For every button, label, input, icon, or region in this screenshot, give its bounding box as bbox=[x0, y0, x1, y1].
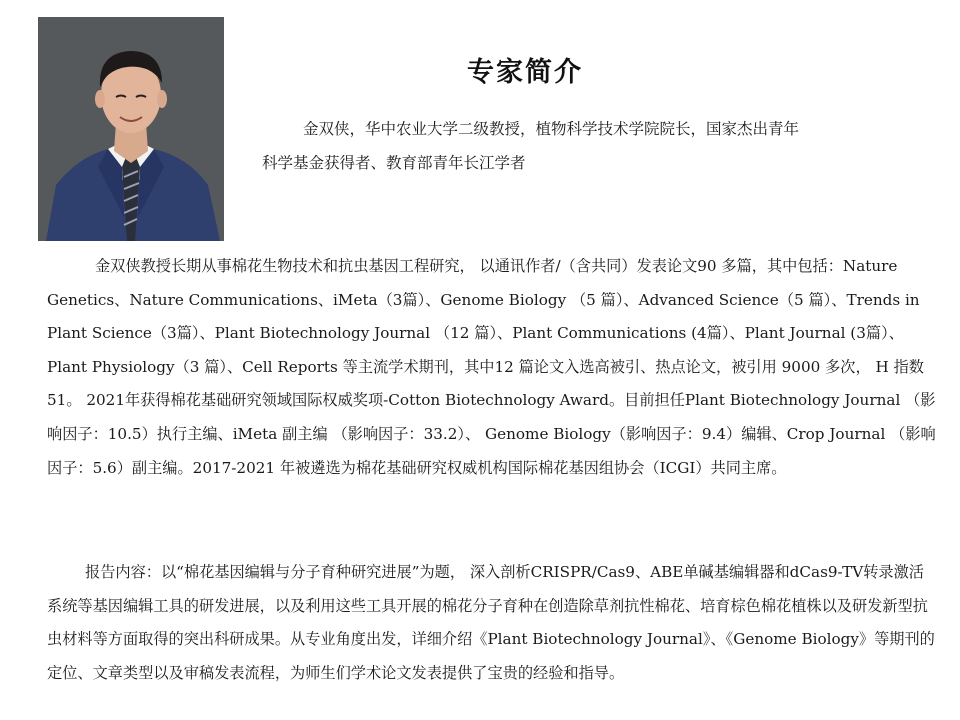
biography-section bbox=[47, 250, 937, 485]
portrait-illustration bbox=[38, 17, 224, 241]
portrait-photo bbox=[38, 17, 224, 241]
intro-block bbox=[262, 112, 922, 180]
intro-line-1: 金双侠，华中农业大学二级教授，植物科学技术学院院长，国家杰出青年 bbox=[303, 120, 800, 138]
report-paragraph: 报告内容：以“棉花基因编辑与分子育种研究进展”为题， 深入剖析CRISPR/Cas9、ABE单碱基编辑器和dCas9-TV转录激活系统等基因编辑工具的研发进展，以及利用这些工具开展的棉花分子育种在创造除草剂抗性棉花、培育棕色棉花植株以及研发新型抗虫材料等方面取得的突出科研成果。从专业角度出发，详细介绍《Plant Biotechnology Journal》、《Genome Biology》等期刊的定位、文章类型以及审稿发表流程，为师生们学术论文发表提供了宝贵的经验和指导。 bbox=[47, 563, 935, 682]
page-title: 专家简介 bbox=[467, 57, 583, 88]
biography-paragraph: 金双侠教授长期从事棉花生物技术和抗虫基因工程研究， 以通讯作者/（含共同）发表论文90 多篇，其中包括：Nature Genetics、Nature Communications、iMeta（3篇）、Genome Biology （5 篇）、Advanced Science（5 篇）、Trends in Plant Science（3篇）、Plant Biotechnology Journal （12 篇）、Plant Communications (4篇）、Plant Journal (3篇）、Plant Physiology（3 篇）、Cell Reports 等主流学术期刊，其中12 篇论文入选高被引、热点论文，被引用 9000 多次， H 指数 51。 2021年获得棉花基础研究领域国际权威奖项-Cotton Biotechnology Award。目前担任Plant Biotechnology Journal （影响因子：10.5）执行主编、iMeta 副主编 （影响因子：33.2）、 Genome Biology（影响因子：9.4）编辑、Crop Journal （影响因子：5.6）副主编。2017-2021 年被遴选为棉花基础研究权威机构国际棉花基因组协会（ICGI）共同主席。 bbox=[47, 257, 936, 477]
report-section bbox=[47, 556, 937, 690]
intro-line-2: 科学基金获得者、教育部青年长江学者 bbox=[262, 154, 526, 172]
